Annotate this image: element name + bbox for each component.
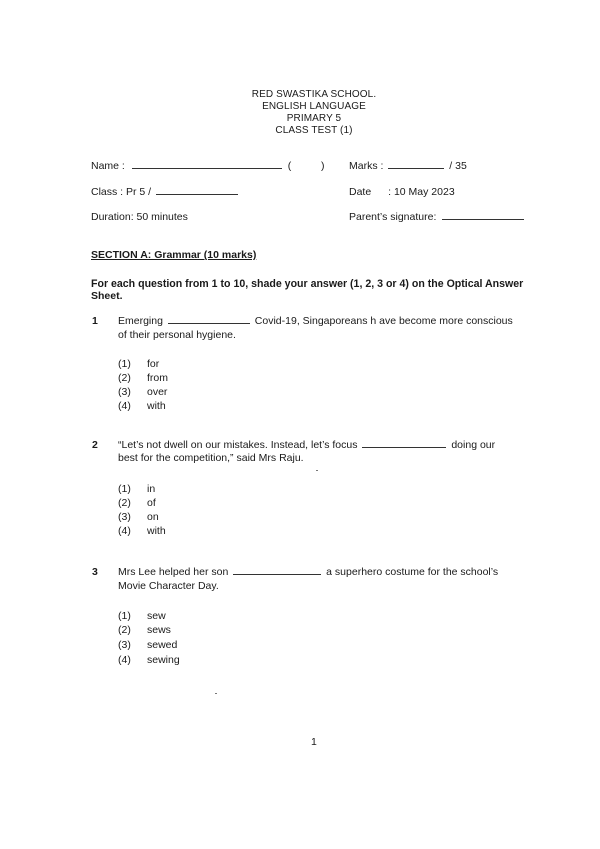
option-number: (1) <box>118 358 131 370</box>
parent-signature-blank[interactable] <box>442 211 524 220</box>
option-2[interactable] <box>118 371 168 385</box>
marks-total: / 35 <box>449 160 467 172</box>
option-text: from <box>147 372 168 384</box>
stem-after-blank: doing our <box>451 439 496 451</box>
option-text: sews <box>147 624 171 636</box>
option-text: with <box>147 525 166 537</box>
name-paren-open: ( <box>287 160 292 172</box>
option-number: (4) <box>118 654 131 666</box>
stem-before-blank: Emerging <box>118 315 163 327</box>
date-value: : 10 May 2023 <box>388 186 455 198</box>
option-3[interactable] <box>118 510 159 524</box>
stem-before-blank: Mrs Lee helped her son <box>118 566 229 578</box>
option-text: of <box>147 497 156 509</box>
section-title: SECTION A: Grammar (10 marks) <box>91 249 257 261</box>
name-paren-close: ) <box>321 160 325 172</box>
option-1[interactable] <box>118 609 166 623</box>
question-stem-line1 <box>118 315 513 327</box>
marks-label: Marks : <box>349 160 384 172</box>
duration-text: Duration: 50 minutes <box>91 211 188 223</box>
option-2[interactable] <box>118 496 156 510</box>
option-1[interactable] <box>118 357 159 371</box>
option-number: (1) <box>118 483 131 495</box>
date-label: Date <box>349 186 372 198</box>
option-number: (2) <box>118 497 131 509</box>
page-number: 1 <box>311 736 317 748</box>
stem-after-blank: a superhero costume for the school’s <box>326 566 499 578</box>
option-number: (3) <box>118 386 131 398</box>
option-number: (2) <box>118 372 131 384</box>
option-4[interactable] <box>118 653 180 667</box>
section-instruction-line2: Sheet. <box>91 290 123 302</box>
option-4[interactable] <box>118 399 166 413</box>
level-title: PRIMARY 5 <box>286 113 342 124</box>
option-3[interactable] <box>118 638 177 652</box>
question-number: 1 <box>92 315 98 327</box>
option-text: over <box>147 386 168 398</box>
question-number: 3 <box>92 566 98 578</box>
answer-blank <box>362 439 446 448</box>
option-text: on <box>147 511 159 523</box>
answer-blank <box>233 566 321 575</box>
option-4[interactable] <box>118 524 166 538</box>
option-number: (1) <box>118 610 131 622</box>
question-stem-line2: of their personal hygiene. <box>118 329 236 341</box>
parent-signature-field <box>349 211 524 223</box>
option-number: (2) <box>118 624 131 636</box>
option-text: sewing <box>147 654 180 666</box>
option-number: (3) <box>118 639 131 651</box>
class-field <box>91 186 238 198</box>
answer-blank <box>168 315 250 324</box>
name-label: Name : <box>91 160 125 172</box>
option-2[interactable] <box>118 623 171 637</box>
question-stem-line1 <box>118 566 498 578</box>
option-number: (4) <box>118 525 131 537</box>
question-stem-line2: Movie Character Day. <box>118 580 219 592</box>
option-3[interactable] <box>118 385 167 399</box>
date-field <box>349 186 455 198</box>
name-field <box>91 160 325 172</box>
marks-field <box>349 160 467 172</box>
option-1[interactable] <box>118 482 155 496</box>
stem-after-blank: Covid-19, Singaporeans h ave become more conscious <box>254 315 513 327</box>
question-stem-line2: best for the competition,” said Mrs Raju. <box>118 452 304 464</box>
option-number: (4) <box>118 400 131 412</box>
option-text: sewed <box>147 639 178 651</box>
parent-signature-label: Parent’s signature: <box>349 211 437 223</box>
option-number: (3) <box>118 511 131 523</box>
school-name: RED SWASTIKA SCHOOL. <box>251 89 377 100</box>
option-text: in <box>147 483 156 495</box>
option-text: for <box>147 358 160 370</box>
marks-blank[interactable] <box>388 160 444 169</box>
name-blank[interactable] <box>132 160 282 169</box>
test-title: CLASS TEST (1) <box>275 125 353 136</box>
option-text: sew <box>147 610 166 622</box>
scan-speck <box>215 693 217 694</box>
option-text: with <box>147 400 166 412</box>
question-number: 2 <box>92 439 98 451</box>
question-stem-line1 <box>118 439 495 451</box>
stem-before-blank: “Let’s not dwell on our mistakes. Instead, let’s focus <box>118 439 358 451</box>
subject-title: ENGLISH LANGUAGE <box>262 101 366 112</box>
class-label: Class : Pr 5 / <box>91 186 152 198</box>
class-blank[interactable] <box>156 186 238 195</box>
scan-speck <box>316 470 318 471</box>
section-instruction-line1: For each question from 1 to 10, shade your answer (1, 2, 3 or 4) on the Optical Answer <box>91 278 524 290</box>
